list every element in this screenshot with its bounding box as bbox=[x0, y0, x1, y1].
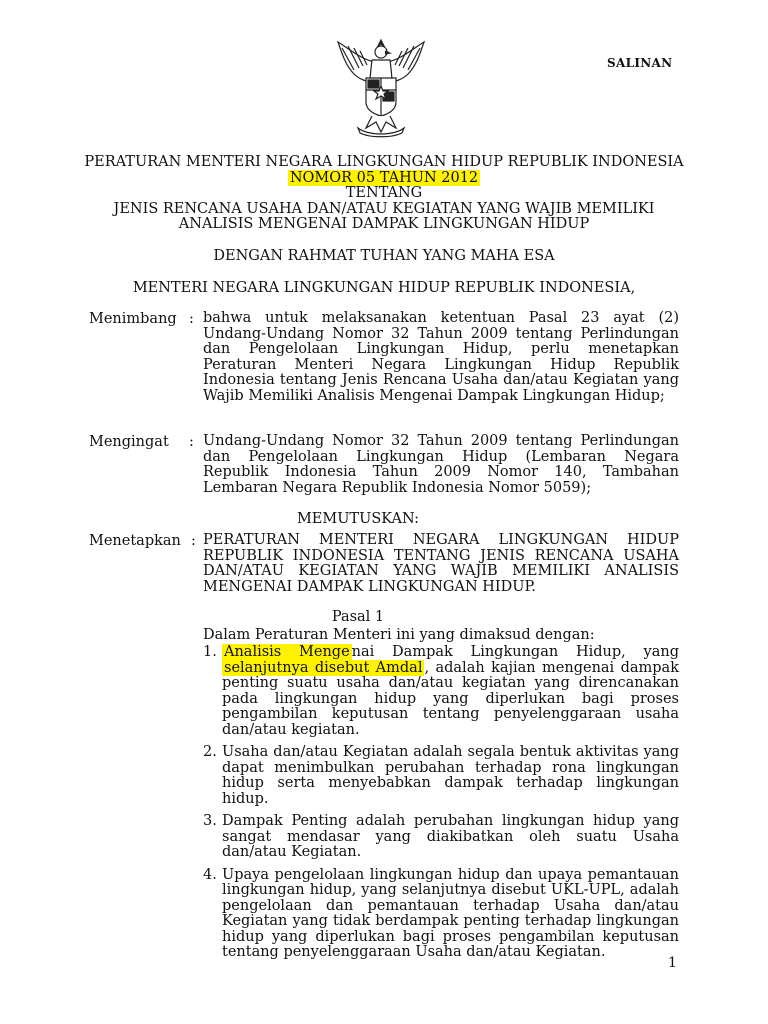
list-item bbox=[203, 645, 679, 738]
list-item bbox=[203, 868, 679, 961]
list-item-text: Dampak Penting adalah perubahan lingkungan hidup yang sangat mendasar yang diakibatkan oleh suatu Usaha dan/atau Kegiatan. bbox=[222, 813, 679, 860]
grace-heading: DENGAN RAHMAT TUHAN YANG MAHA ESA bbox=[213, 248, 555, 264]
mengingat-text: Undang-Undang Nomor 32 Tahun 2009 tentang Perlindungan dan Pengelolaan Lingkungan Hidup (Lembaran Negara Republik Indonesia Tahun 2009 Nomor 140, Tambahan Lembaran Negara Republik Indonesia Nomor 5059); bbox=[203, 433, 679, 496]
memutuskan-heading: MEMUTUSKAN: bbox=[296, 511, 420, 527]
mengingat-colon: : bbox=[189, 434, 194, 450]
page-number: 1 bbox=[668, 955, 677, 971]
menetapkan-colon: : bbox=[191, 533, 196, 549]
title-number-highlight: NOMOR 05 TAHUN 2012 bbox=[289, 169, 479, 186]
menetapkan-text: PERATURAN MENTERI NEGARA LINGKUNGAN HIDUP REPUBLIK INDONESIA TENTANG JENIS RENCANA USAHA DAN/ATAU KEGIATAN YANG WAJIB MEMILIKI ANALISIS MENGENAI DAMPAK LINGKUNGAN HIDUP. bbox=[203, 532, 679, 595]
list-item bbox=[203, 814, 679, 861]
list-item-number: 3. bbox=[203, 813, 217, 829]
title-regulation: PERATURAN MENTERI NEGARA LINGKUNGAN HIDUP REPUBLIK INDONESIA bbox=[84, 154, 684, 170]
menimbang-colon: : bbox=[189, 311, 194, 327]
garuda-pancasila-emblem-icon bbox=[332, 36, 430, 138]
list-item-number: 1. bbox=[203, 644, 217, 660]
menetapkan-label: Menetapkan bbox=[89, 533, 181, 549]
menimbang-text: bahwa untuk melaksanakan ketentuan Pasal 23 ayat (2) Undang-Undang Nomor 32 Tahun 2009 tentang Perlindungan dan Pengelolaan Lingkungan Hidup, perlu menetapkan Peraturan Menteri Negara Lingkungan Hidup Republik Indonesia tentang Jenis Rencana Usaha dan/atau Kegiatan yang Wajib Memiliki Analisis Mengenai Dampak Lingkungan Hidup; bbox=[203, 310, 679, 404]
definitions-list bbox=[203, 645, 679, 968]
mengingat-label: Mengingat bbox=[89, 434, 169, 450]
list-item-text: Usaha dan/atau Kegiatan adalah segala bentuk aktivitas yang dapat menimbulkan perubahan terhadap rona lingkungan hidup serta menyebabkan dampak terhadap lingkungan hidup. bbox=[222, 744, 679, 807]
salinan-stamp: SALINAN bbox=[607, 56, 673, 70]
list-item-text-part: nai Dampak Lingkungan Hidup, yang bbox=[351, 644, 679, 660]
title-subject-line-2: ANALISIS MENGENAI DAMPAK LINGKUNGAN HIDUP bbox=[178, 216, 590, 232]
title-number bbox=[60, 171, 708, 187]
pasal-1-heading: Pasal 1 bbox=[331, 609, 385, 625]
title-subject-line-1: JENIS RENCANA USAHA DAN/ATAU KEGIATAN YANG WAJIB MEMILIKI bbox=[113, 200, 655, 217]
menimbang-label: Menimbang bbox=[89, 311, 177, 327]
document-title bbox=[60, 155, 708, 233]
list-item-number: 2. bbox=[203, 744, 217, 760]
list-item bbox=[203, 745, 679, 807]
minister-heading: MENTERI NEGARA LINGKUNGAN HIDUP REPUBLIK INDONESIA, bbox=[132, 280, 636, 296]
pasal-1-intro: Dalam Peraturan Menteri ini yang dimaksud dengan: bbox=[203, 627, 595, 643]
list-item-text: Upaya pengelolaan lingkungan hidup dan upaya pemantauan lingkungan hidup, yang selanjutnya disebut UKL-UPL, adalah pengelolaan dan pemantauan terhadap Usaha dan/atau Kegiatan yang tidak berdampak penting terhadap lingkungan hidup yang diperlukan bagi proses pengambilan keputusan tentang penyelenggaraan Usaha dan/atau Kegiatan. bbox=[222, 866, 679, 960]
list-item-number: 4. bbox=[203, 866, 217, 883]
title-about: TENTANG bbox=[345, 185, 423, 201]
highlight-analisis: Analisis Menge bbox=[224, 644, 350, 660]
list-item-text-part: , adalah kajian mengenai dampak penting suatu usaha dan/atau kegiatan yang direncanakan pada lingkungan hidup yang diperlukan bagi proses pengambilan keputusan tentang penyelenggaraan usaha dan/atau kegiatan. bbox=[222, 659, 679, 738]
highlight-amdal: selanjutnya disebut Amdal bbox=[224, 659, 423, 676]
